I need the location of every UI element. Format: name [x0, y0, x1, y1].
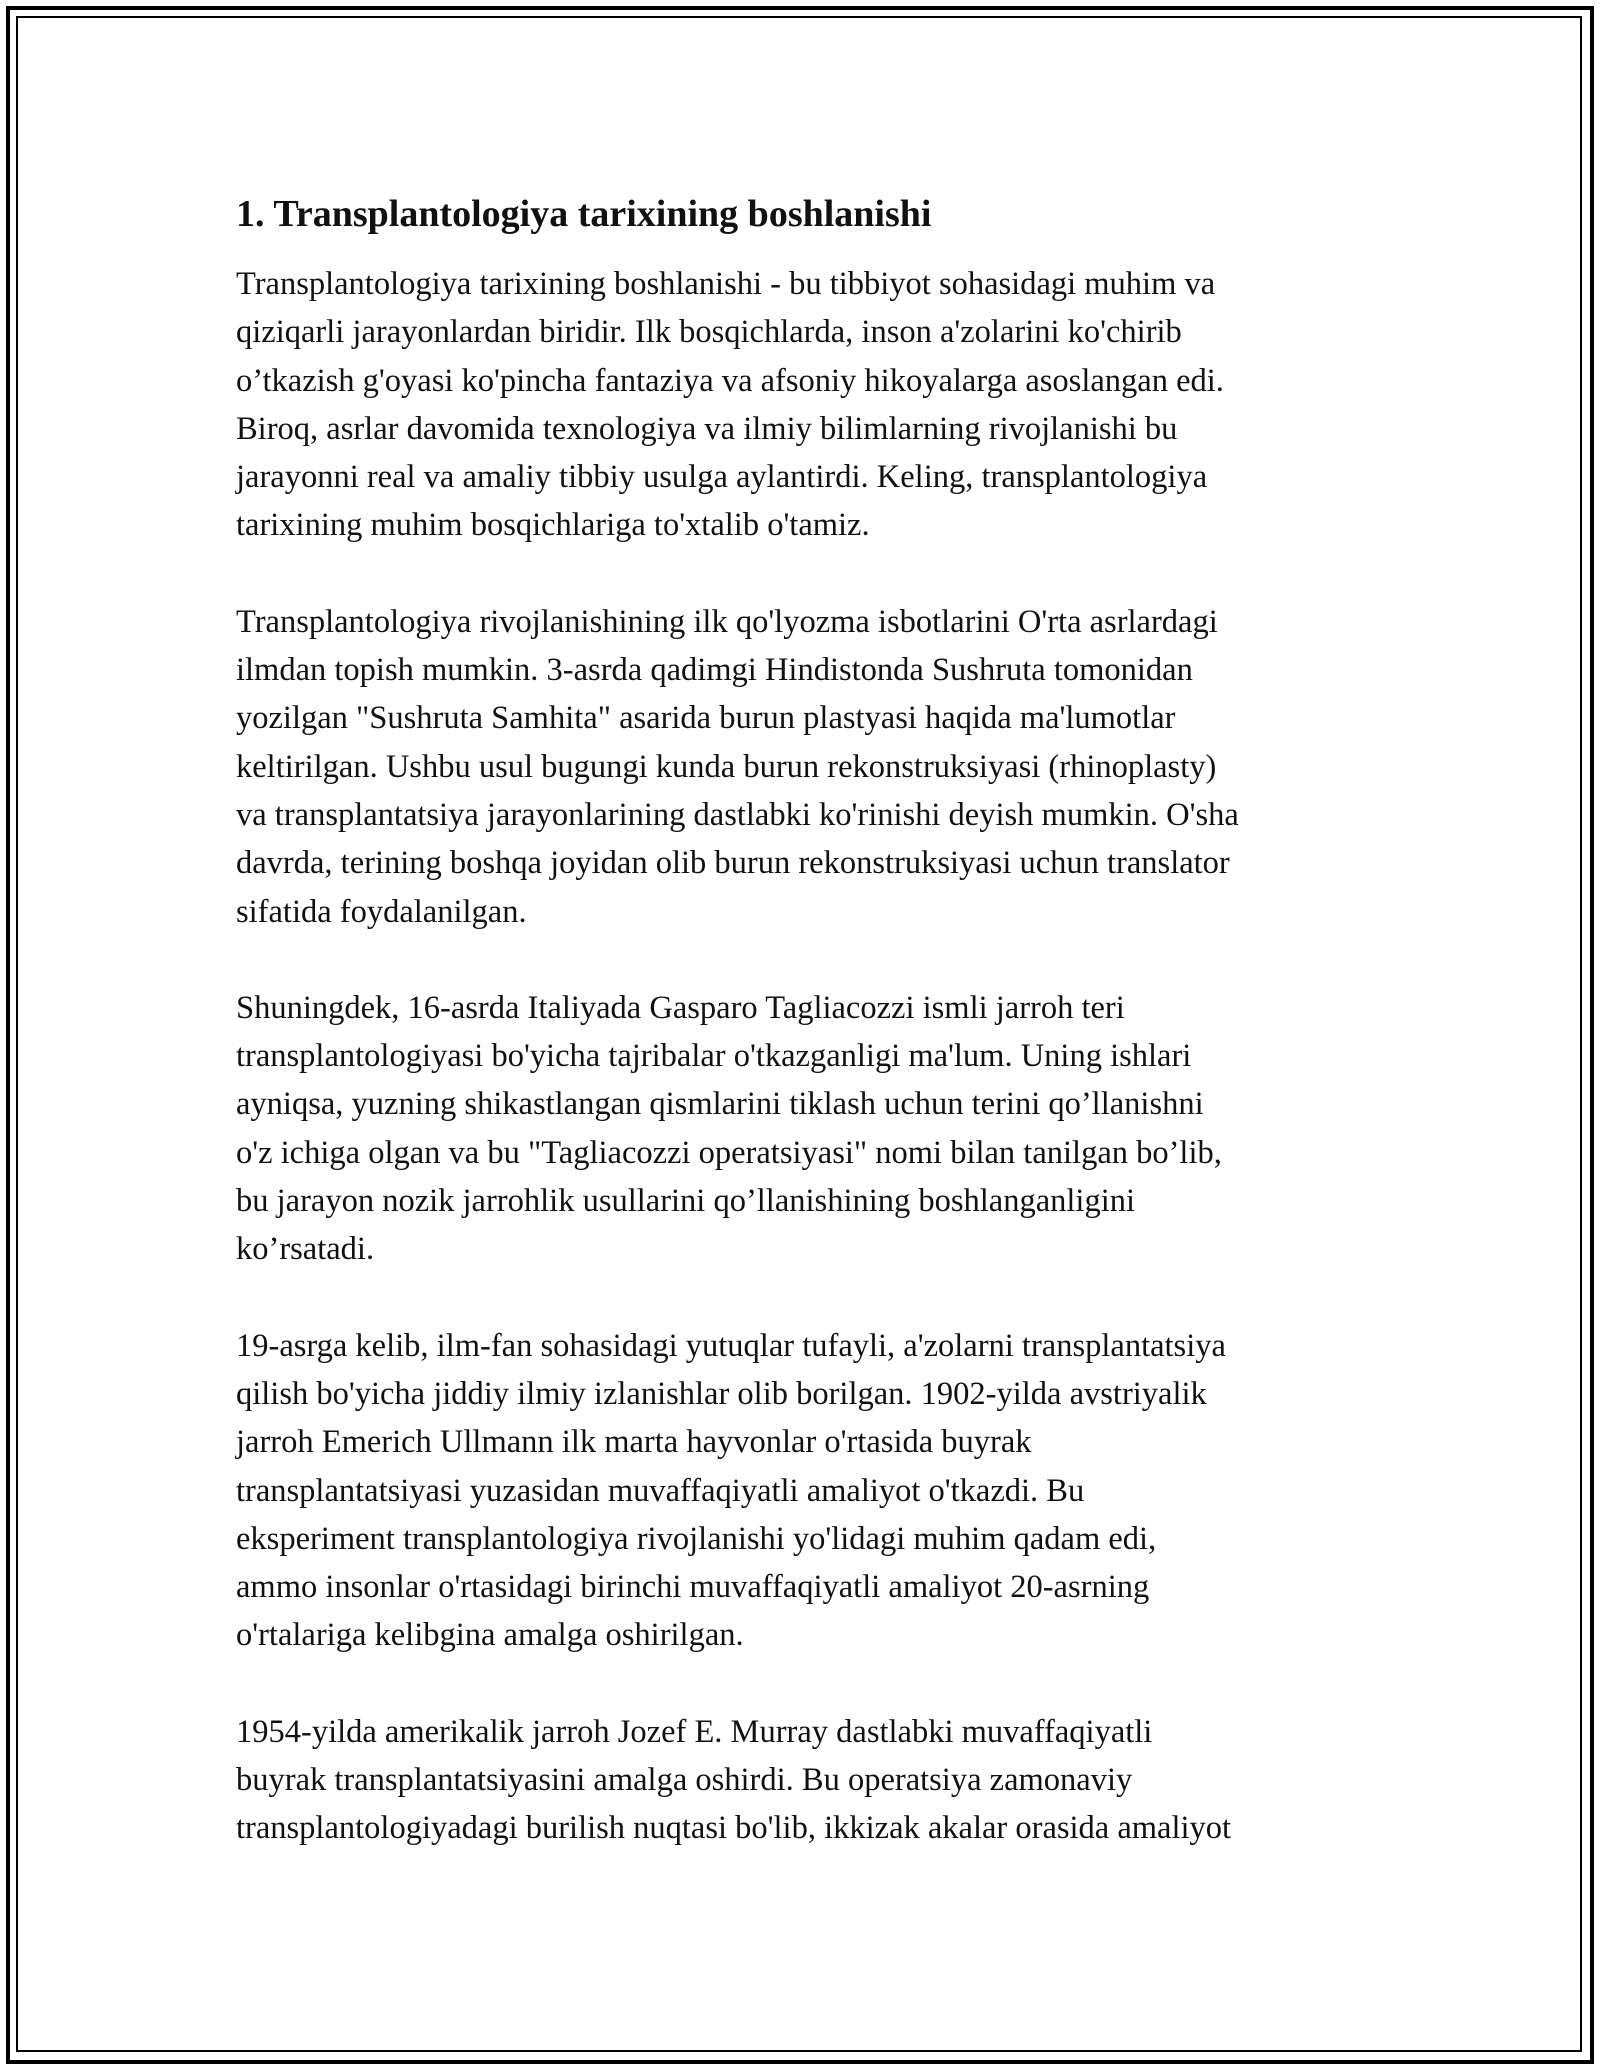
paragraph-line: Transplantologiya rivojlanishining ilk qo'lyozma isbotlarini O'rta asrlardagi — [236, 603, 1218, 640]
paragraph-line: Shuningdek, 16-asrda Italiyada Gasparo Tagliacozzi ismli jarroh teri — [236, 989, 1125, 1026]
paragraph-list — [236, 260, 1386, 1853]
paragraph-line: jarayonni real va amaliy tibbiy usulga aylantirdi. Keling, transplantologiya — [236, 459, 1208, 496]
paragraph-line: transplantologiyadagi burilish nuqtasi bo'lib, ikkizak akalar orasida amaliyot — [236, 1810, 1232, 1847]
paragraph-line: ammo insonlar o'rtasidagi birinchi muvaffaqiyatli amaliyot 20-asrning — [236, 1569, 1150, 1606]
paragraph — [236, 598, 1386, 936]
paragraph-line: jarroh Emerich Ullmann ilk marta hayvonlar o'rtasida buyrak — [236, 1424, 1032, 1461]
paragraph-line: davrda, terining boshqa joyidan olib burun rekonstruksiyasi uchun translator — [236, 845, 1230, 882]
paragraph-line: bu jarayon nozik jarrohlik usullarini qo’llanishining boshlanganligini — [236, 1183, 1136, 1220]
paragraph-line: Biroq, asrlar davomida texnologiya va ilmiy bilimlarning rivojlanishi bu — [236, 410, 1178, 447]
paragraph — [236, 1708, 1386, 1853]
section-heading: 1. Transplantologiya tarixining boshlanishi — [236, 193, 932, 235]
paragraph-line: 19-asrga kelib, ilm-fan sohasidagi yutuqlar tufayli, a'zolarni transplantatsiya — [236, 1327, 1226, 1364]
document-body — [236, 186, 1386, 1901]
paragraph — [236, 260, 1386, 550]
paragraph-line: eksperiment transplantologiya rivojlanishi yo'lidagi muhim qadam edi, — [236, 1520, 1157, 1557]
paragraph-line: Transplantologiya tarixining boshlanishi - bu tibbiyot sohasidagi muhim va — [236, 266, 1216, 302]
paragraph-line: buyrak transplantatsiyasini amalga oshirdi. Bu operatsiya zamonaviy — [236, 1762, 1133, 1799]
paragraph-line: ko’rsatadi. — [236, 1231, 375, 1268]
paragraph-line: keltirilgan. Ushbu usul bugungi kunda burun rekonstruksiyasi (rhinoplasty) — [236, 748, 1217, 785]
paragraph-line: transplantologiyasi bo'yicha tajribalar o'tkazganligi ma'lum. Uning ishlari — [236, 1038, 1192, 1075]
paragraph-line: yozilgan "Sushruta Samhita" asarida burun plastyasi haqida ma'lumotlar — [236, 700, 1176, 737]
paragraph-line: va transplantatsiya jarayonlarining dastlabki ko'rinishi deyish mumkin. O'sha — [236, 796, 1239, 833]
paragraph-line: o'z ichiga olgan va bu "Tagliacozzi operatsiyasi" nomi bilan tanilgan bo’lib, — [236, 1134, 1222, 1171]
paragraph — [236, 984, 1386, 1274]
paragraph — [236, 1322, 1386, 1660]
paragraph-line: o'rtalariga kelibgina amalga oshirilgan. — [236, 1617, 744, 1654]
paragraph-line: transplantatsiyasi yuzasidan muvaffaqiyatli amaliyot o'tkazdi. Bu — [236, 1472, 1085, 1509]
paragraph-line: tarixining muhim bosqichlariga to'xtalib o'tamiz. — [236, 507, 870, 544]
paragraph-line: qiziqarli jarayonlardan biridir. Ilk bosqichlarda, inson a'zolarini ko'chirib — [236, 314, 1182, 351]
paragraph-line: ilmdan topish mumkin. 3-asrda qadimgi Hindistonda Sushruta tomonidan — [236, 652, 1193, 689]
paragraph-line: ayniqsa, yuzning shikastlangan qismlarini tiklash uchun terini qo’llanishni — [236, 1086, 1204, 1123]
paragraph-line: 1954-yilda amerikalik jarroh Jozef E. Murray dastlabki muvaffaqiyatli — [236, 1713, 1153, 1750]
paragraph-line: sifatida foydalanilgan. — [236, 893, 527, 930]
paragraph-line: o’tkazish g'oyasi ko'pincha fantaziya va afsoniy hikoyalarga asoslangan edi. — [236, 362, 1224, 399]
paragraph-line: qilish bo'yicha jiddiy ilmiy izlanishlar olib borilgan. 1902-yilda avstriyalik — [236, 1375, 1207, 1412]
